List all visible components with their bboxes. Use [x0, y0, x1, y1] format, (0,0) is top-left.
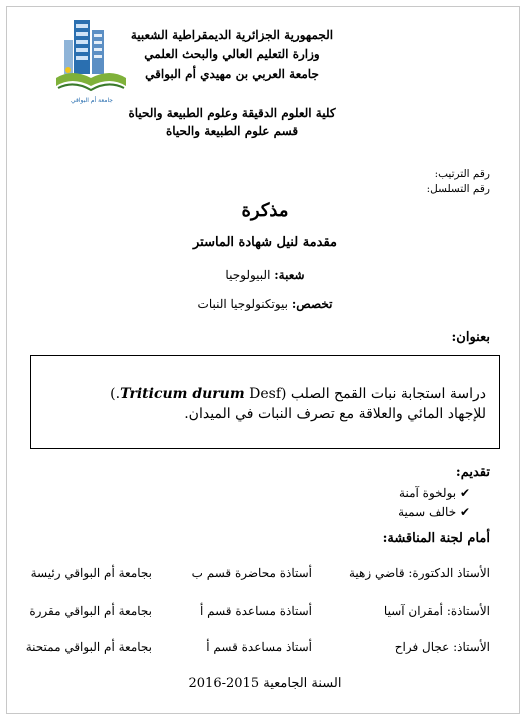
presented-by-label: تقديم:: [455, 465, 490, 480]
header-republic: الجمهورية الجزائرية الديمقراطية الشعبية: [130, 28, 334, 42]
specialty-line: [0, 297, 530, 311]
jury-role-1: بجامعة أم البواقي رئيسة: [30, 566, 152, 580]
order-number-label: رقم الترتيب:: [434, 168, 490, 180]
jury-name-3: الأستاذ: عجال فراح: [394, 640, 490, 654]
specialty-value: بيوتكنولوجيا النبات: [197, 297, 289, 311]
header-ministry: وزارة التعليم العالي والبحث العلمي: [144, 47, 320, 61]
jury-rank-1: أستاذة محاضرة قسم ب: [191, 566, 312, 580]
jury-label: أمام لجنة المناقشة:: [382, 531, 490, 546]
academic-year: السنة الجامعية 2015-2016: [188, 676, 342, 691]
jury-rank-2: أستاذة مساعدة قسم أ: [199, 604, 312, 618]
jury-role-3: بجامعة أم البواقي ممتحنة: [25, 640, 152, 654]
student-2: ✔ خالف سمية: [398, 505, 470, 519]
jury-rank-3: أستاذ مساعدة قسم أ: [206, 640, 312, 654]
page-subtitle: مقدمة لنيل شهادة الماستر: [192, 235, 337, 250]
branch-line: [0, 268, 530, 282]
subject-label: بعنوان:: [451, 330, 490, 345]
jury-name-1: الأستاذ الدكتورة: قاضي زهية: [348, 566, 490, 580]
svg-text:جامعة أم البواقي: جامعة أم البواقي: [71, 97, 113, 104]
page-title: مذكرة: [241, 200, 289, 221]
header-university: جامعة العربي بن مهيدي أم البواقي: [145, 67, 319, 81]
header-department: قسم علوم الطبيعة والحياة: [165, 124, 299, 138]
jury-role-2: بجامعة أم البواقي مقررة: [29, 604, 152, 618]
subject-text: دراسة استجابة نبات القمح الصلب (Triticum durum Desf.) للإجهاد المائي والعلاقة مع تصرف النبات في الميدان.: [110, 386, 486, 422]
scientific-name: Triticum durum: [120, 386, 245, 402]
checkmark-icon: ✔: [459, 505, 470, 519]
branch-value: البيولوجيا: [225, 268, 271, 282]
student-1: ✔ بولخوة آمنة: [399, 486, 470, 500]
serial-number-label: رقم التسلسل:: [426, 183, 490, 195]
checkmark-icon: ✔: [459, 486, 470, 500]
branch-label: شعبة:: [274, 268, 305, 282]
jury-name-2: الأستاذة: أمقران آسيا: [383, 604, 490, 618]
specialty-label: تخصص:: [291, 297, 333, 311]
header-faculty: كلية العلوم الدقيقة وعلوم الطبيعة والحياة: [128, 106, 336, 120]
